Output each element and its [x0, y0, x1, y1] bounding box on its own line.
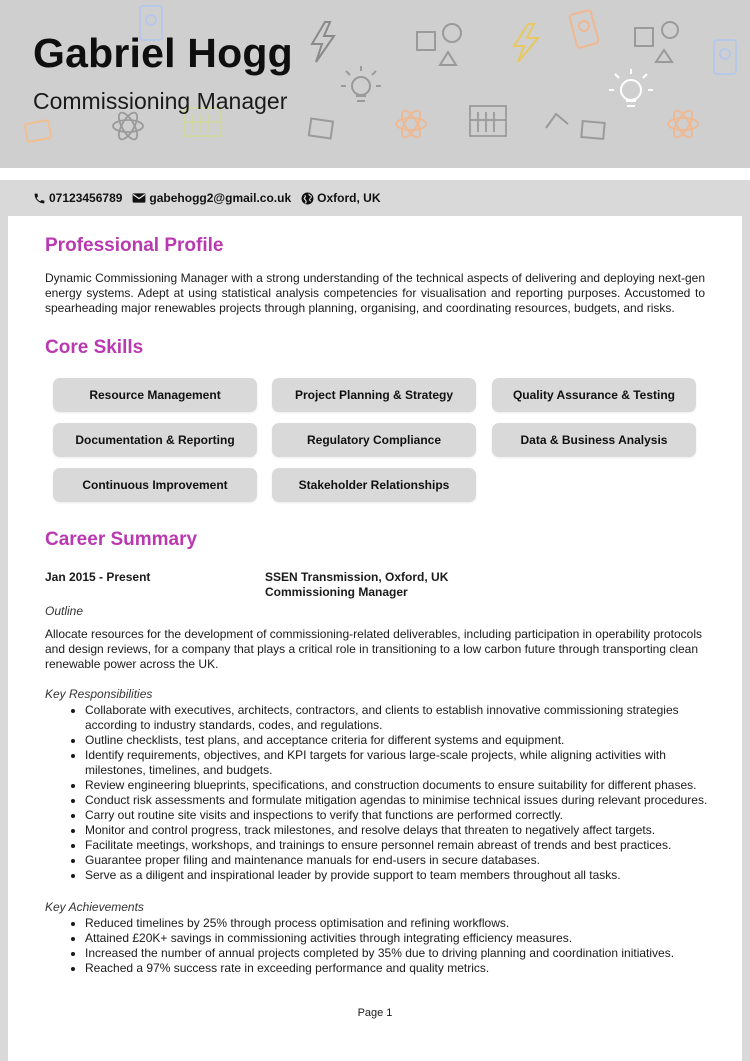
- lightbulb-icon: [609, 69, 653, 106]
- profile-text: Dynamic Commissioning Manager with a strong understanding of the technical aspects of delivering and deploying next-gen energy systems. Adept at using statistical analysis competencies for visualisation and reporting purposes. Accustomed to spearheading major renewables projects through planning, organising, and coordinating resources, budgets, and risks.: [45, 271, 705, 315]
- phone-icon: [714, 40, 736, 74]
- skill-badge: Documentation & Reporting: [53, 423, 257, 457]
- list-item: • Collaborate with executives, architects, contractors, and clients to establish innovative commissioning strategies according to industry standards, codes, and regulations.: [85, 703, 710, 733]
- job-title: Commissioning Manager: [33, 88, 288, 114]
- skills-heading: Core Skills: [45, 337, 144, 358]
- location-text: Oxford, UK: [317, 191, 381, 205]
- folder-icon: [546, 114, 605, 139]
- achievements-list: [45, 916, 710, 976]
- skill-badge: Quality Assurance & Testing: [492, 378, 696, 412]
- list-item: • Monitor and control progress, track milestones, and resolve delays that threaten to negatively affect targets.: [85, 823, 710, 838]
- list-item: • Reduced timelines by 25% through process optimisation and refining workflows.: [85, 916, 710, 931]
- list-item: • Facilitate meetings, workshops, and trainings to ensure personnel remain abreast of trends and best practices.: [85, 838, 710, 853]
- job-role: Commissioning Manager: [265, 585, 408, 599]
- responsibilities-list: [45, 703, 710, 883]
- list-item: • Review engineering blueprints, specifications, and construction documents to ensure suitability for different phases.: [85, 778, 710, 793]
- contact-phone[interactable]: [33, 191, 122, 205]
- envelope-icon: [132, 192, 146, 204]
- lightning-icon: [514, 24, 538, 62]
- achievements-label: Key Achievements: [45, 900, 144, 914]
- skill-badge: Project Planning & Strategy: [272, 378, 476, 412]
- contact-bar: [0, 180, 750, 216]
- candidate-name: Gabriel Hogg: [33, 30, 293, 76]
- outline-label: Outline: [45, 604, 84, 618]
- building-icon: [470, 106, 506, 136]
- skill-badge: Regulatory Compliance: [272, 423, 476, 457]
- skill-badge: Stakeholder Relationships: [272, 468, 476, 502]
- list-item: • Attained £20K+ savings in commissioning activities through integrating efficiency measures.: [85, 931, 710, 946]
- career-heading: Career Summary: [45, 529, 198, 550]
- list-item: • Increased the number of annual projects completed by 35% due to driving planning and coordination initiatives.: [85, 946, 710, 961]
- shapes-icon: [635, 22, 678, 62]
- contact-location: [301, 191, 380, 205]
- header-divider: [0, 168, 750, 180]
- globe-icon: [301, 192, 314, 205]
- header-banner: [0, 0, 750, 168]
- lightbulb-icon: [341, 66, 381, 101]
- job-company: SSEN Transmission, Oxford, UK: [265, 570, 449, 584]
- lightning-icon: [312, 22, 334, 62]
- email-address: gabehogg2@gmail.co.uk: [149, 191, 292, 205]
- list-item: • Identify requirements, objectives, and KPI targets for various large-scale projects, while aligning activities with milestones, timelines, and budgets.: [85, 748, 710, 778]
- folder-icon: [25, 120, 52, 142]
- skill-badge: Resource Management: [53, 378, 257, 412]
- phone-icon: [569, 10, 599, 49]
- skill-badge: Continuous Improvement: [53, 468, 257, 502]
- atom-icon: [668, 108, 698, 140]
- list-item: • Reached a 97% success rate in exceeding performance and quality metrics.: [85, 961, 710, 976]
- list-item: • Guarantee proper filing and maintenance manuals for end-users in secure databases.: [85, 853, 710, 868]
- list-item: • Outline checklists, test plans, and acceptance criteria for different systems and equipment.: [85, 733, 710, 748]
- phone-number: 07123456789: [49, 191, 123, 205]
- list-item: • Serve as a diligent and inspirational leader by provide support to team members throughout all tasks.: [85, 868, 710, 883]
- page-number: Page 1: [357, 1007, 393, 1019]
- folder-icon: [309, 119, 333, 139]
- contact-email[interactable]: [132, 191, 291, 205]
- job-dates: Jan 2015 - Present: [45, 570, 151, 584]
- decorative-icons: [0, 0, 750, 168]
- list-item: • Carry out routine site visits and inspections to verify that functions are performed correctly.: [85, 808, 710, 823]
- list-item: • Conduct risk assessments and formulate mitigation agendas to minimise technical issues during relevant procedures.: [85, 793, 710, 808]
- profile-heading: Professional Profile: [45, 235, 224, 256]
- atom-icon: [396, 108, 426, 140]
- resume-page: [8, 216, 742, 1061]
- outline-text: Allocate resources for the development of commissioning-related deliverables, including participation in operability protocols and design reviews, for a company that plays a critical role in transitioning to a low carbon future through transporting clean renewable power across the UK.: [45, 627, 703, 671]
- phone-icon: [33, 192, 46, 205]
- shapes-icon: [417, 24, 461, 65]
- skill-badge: Data & Business Analysis: [492, 423, 696, 457]
- responsibilities-label: Key Responsibilities: [45, 687, 153, 701]
